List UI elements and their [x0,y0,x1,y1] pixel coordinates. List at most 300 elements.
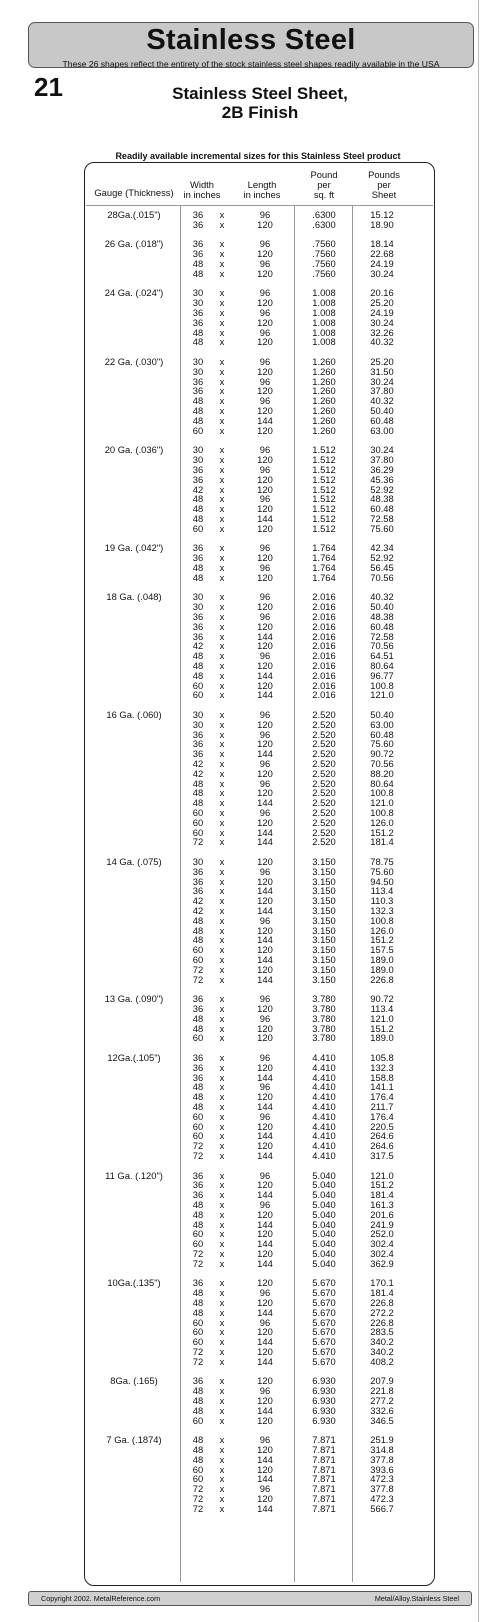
separator-cell: x [219,1208,225,1220]
separator-cell: x [219,1247,225,1259]
length-cell: 96 [259,993,271,1005]
length-cell: 144 [257,1355,273,1367]
column-header-width [183,180,221,200]
pound-per-sqft-cell: 2.520 [312,826,336,838]
pound-per-sqft-cell: 1.512 [312,454,336,466]
width-cell: 72 [192,836,204,848]
pound-per-sqft-cell: 4.410 [312,1140,336,1152]
separator-cell: x [219,797,225,809]
width-cell: 48 [192,561,204,573]
separator-cell: x [219,395,225,407]
length-cell: 120 [257,267,273,279]
gauge-group [85,288,433,347]
pound-per-sqft-cell: 3.150 [312,885,336,897]
length-cell: 120 [257,483,273,495]
separator-cell: x [219,297,225,309]
length-cell: 144 [257,630,273,642]
pounds-per-sheet-cell: 70.56 [370,757,394,769]
pound-per-sqft-cell: 2.016 [312,679,336,691]
column-header-pound-line2: per [317,179,331,190]
pound-per-sqft-cell: 7.871 [312,1453,336,1465]
length-cell: 120 [257,738,273,750]
width-cell: 72 [192,1247,204,1259]
pound-per-sqft-cell: 3.150 [312,904,336,916]
pound-per-sqft-cell: 3.780 [312,1022,336,1034]
length-cell: 144 [257,826,273,838]
width-cell: 36 [192,1375,204,1387]
pound-per-sqft-cell: 4.410 [312,1071,336,1083]
length-cell: 144 [257,885,273,897]
pounds-per-sheet-cell: 151.2 [370,1022,394,1034]
pounds-per-sheet-cell: 60.48 [370,620,394,632]
length-cell: 120 [257,1120,273,1132]
separator-cell: x [219,728,225,740]
length-cell: 96 [259,1110,271,1122]
length-cell: 120 [257,767,273,779]
pounds-per-sheet-cell: 105.8 [370,1052,394,1063]
separator-cell: x [219,1199,225,1210]
pounds-per-sheet-cell: 189.0 [370,953,394,965]
pound-per-sqft-cell: 4.410 [312,1061,336,1073]
separator-cell: x [219,522,225,534]
length-cell: 120 [257,454,273,466]
pounds-per-sheet-cell: 37.80 [370,454,394,466]
pound-per-sqft-cell: 1.008 [312,326,336,338]
pounds-per-sheet-cell: 56.45 [370,561,394,573]
table-row [85,1416,433,1426]
separator-cell: x [219,463,225,475]
width-cell: 48 [192,493,204,505]
pound-per-sqft-cell: 2.016 [312,601,336,613]
length-cell: 120 [257,1091,273,1103]
width-cell: 48 [192,1091,204,1103]
width-cell: 30 [192,365,204,377]
pounds-per-sheet-cell: 72.58 [370,512,394,524]
separator-cell: x [219,326,225,338]
pounds-per-sheet-cell: 340.2 [370,1346,394,1357]
width-cell: 36 [192,375,204,387]
separator-cell: x [219,1473,225,1485]
length-cell: 120 [257,1346,273,1357]
pound-per-sqft-cell: 3.150 [312,865,336,877]
width-cell: 48 [192,1297,204,1309]
gauge-group [85,1278,433,1366]
pounds-per-sheet-cell: 141.1 [370,1081,394,1093]
separator-cell: x [219,209,225,220]
separator-cell: x [219,561,225,573]
gauge-label: 13 Ga. (.090") [104,993,164,1005]
width-cell: 48 [192,914,204,926]
length-cell: 96 [259,591,271,603]
separator-cell: x [219,356,225,368]
gauge-group [85,1376,433,1425]
column-header-sheet-line1: Pounds [368,169,400,180]
pound-per-sqft-cell: 5.670 [312,1316,336,1328]
length-cell: 96 [259,1169,271,1181]
separator-cell: x [219,1306,225,1318]
separator-cell: x [219,1071,225,1083]
length-cell: 144 [257,512,273,524]
width-cell: 36 [192,473,204,485]
width-cell: 36 [192,1277,204,1289]
pound-per-sqft-cell: 1.260 [312,395,336,407]
pound-per-sqft-cell: 1.260 [312,385,336,397]
pound-per-sqft-cell: 4.410 [312,1100,336,1112]
pounds-per-sheet-cell: 100.8 [370,806,394,818]
pounds-per-sheet-cell: 252.0 [370,1228,394,1240]
width-cell: 30 [192,718,204,730]
table-row [85,1504,433,1514]
width-cell: 72 [192,1149,204,1161]
separator-cell: x [219,718,225,730]
width-cell: 60 [192,522,204,534]
width-cell: 30 [192,287,204,299]
separator-cell: x [219,336,225,348]
pound-per-sqft-cell: 1.008 [312,287,336,299]
length-cell: 120 [257,895,273,907]
sizes-table-body [85,210,433,1523]
pounds-per-sheet-cell: 377.8 [370,1453,394,1465]
header-divider [86,205,433,206]
pound-per-sqft-cell: 2.520 [312,757,336,769]
gauge-label: 24 Ga. (.024") [104,287,164,299]
length-cell: 120 [257,1002,273,1014]
pounds-per-sheet-cell: 50.40 [370,601,394,613]
width-cell: 30 [192,444,204,456]
pound-per-sqft-cell: .7560 [312,238,336,250]
width-cell: 60 [192,1316,204,1328]
width-cell: 48 [192,1199,204,1210]
pound-per-sqft-cell: 6.930 [312,1395,336,1407]
separator-cell: x [219,1100,225,1112]
pounds-per-sheet-cell: 393.6 [370,1463,394,1475]
table-row [85,1033,433,1043]
length-cell: 96 [259,307,271,319]
pound-per-sqft-cell: 1.764 [312,552,336,564]
length-cell: 144 [257,689,273,701]
width-cell: 60 [192,689,204,701]
width-cell: 48 [192,1404,204,1416]
length-cell: 144 [257,1130,273,1142]
pounds-per-sheet-cell: 158.8 [370,1071,394,1083]
width-cell: 48 [192,787,204,799]
length-cell: 96 [259,914,271,926]
separator-cell: x [219,1287,225,1299]
length-cell: 96 [259,1385,271,1397]
pound-per-sqft-cell: 2.016 [312,689,336,701]
column-header-sheet-line2: per [377,179,391,190]
pound-per-sqft-cell: 3.150 [312,953,336,965]
length-cell: 120 [257,473,273,485]
width-cell: 60 [192,1336,204,1348]
gauge-group [85,239,433,278]
separator-cell: x [219,895,225,907]
pound-per-sqft-cell: 2.520 [312,708,336,720]
pounds-per-sheet-cell: 472.3 [370,1493,394,1505]
length-cell: 96 [259,1081,271,1093]
pound-per-sqft-cell: 5.040 [312,1218,336,1230]
gauge-group [85,357,433,435]
pound-per-sqft-cell: 4.410 [312,1081,336,1093]
pound-per-sqft-cell: 5.040 [312,1247,336,1259]
column-header-length-line1: Length [247,179,277,190]
width-cell: 48 [192,267,204,279]
width-cell: 60 [192,806,204,818]
pounds-per-sheet-cell: 22.68 [370,248,394,260]
width-cell: 72 [192,973,204,985]
length-cell: 96 [259,777,271,789]
width-cell: 72 [192,1355,204,1367]
pounds-per-sheet-cell: 32.26 [370,326,394,338]
gauge-group [85,710,433,847]
pounds-per-sheet-cell: 40.32 [370,336,394,348]
pounds-per-sheet-cell: 90.72 [370,748,394,760]
pounds-per-sheet-cell: 340.2 [370,1336,394,1348]
width-cell: 48 [192,1385,204,1397]
separator-cell: x [219,1130,225,1142]
separator-cell: x [219,973,225,985]
pounds-per-sheet-cell: 30.24 [370,444,394,456]
pounds-per-sheet-cell: 60.48 [370,414,394,426]
pounds-per-sheet-cell: 60.48 [370,728,394,740]
separator-cell: x [219,748,225,760]
separator-cell: x [219,258,225,270]
width-cell: 36 [192,385,204,397]
length-cell: 120 [257,1022,273,1034]
pounds-per-sheet-cell: 113.4 [370,1002,394,1014]
length-cell: 96 [259,258,271,270]
pounds-per-sheet-cell: 52.92 [370,552,394,564]
length-cell: 120 [257,601,273,613]
pounds-per-sheet-cell: 151.2 [370,1179,394,1191]
width-cell: 30 [192,454,204,466]
separator-cell: x [219,1002,225,1014]
pound-per-sqft-cell: 5.040 [312,1179,336,1191]
length-cell: 96 [259,238,271,250]
pounds-per-sheet-cell: 50.40 [370,405,394,417]
length-cell: 144 [257,1257,273,1269]
width-cell: 60 [192,424,204,436]
length-cell: 144 [257,669,273,681]
length-cell: 120 [257,1297,273,1309]
separator-cell: x [219,571,225,583]
separator-cell: x [219,914,225,926]
pounds-per-sheet-cell: 121.0 [370,689,394,701]
width-cell: 42 [192,483,204,495]
width-cell: 48 [192,414,204,426]
pounds-per-sheet-cell: 63.00 [370,424,394,436]
pounds-per-sheet-cell: 37.80 [370,385,394,397]
pounds-per-sheet-cell: 170.1 [370,1277,394,1289]
pound-per-sqft-cell: 1.512 [312,444,336,456]
separator-cell: x [219,1395,225,1407]
length-cell: 120 [257,552,273,564]
separator-cell: x [219,316,225,328]
length-cell: 144 [257,904,273,916]
separator-cell: x [219,1297,225,1309]
pounds-per-sheet-cell: 132.3 [370,1061,394,1073]
pounds-per-sheet-cell: 15.12 [370,209,394,220]
pound-per-sqft-cell: 1.764 [312,542,336,554]
pounds-per-sheet-cell: 566.7 [370,1502,394,1514]
length-cell: 144 [257,953,273,965]
separator-cell: x [219,542,225,554]
pounds-per-sheet-cell: 24.19 [370,307,394,319]
width-cell: 48 [192,1444,204,1456]
width-cell: 36 [192,209,204,220]
gauge-label: 11 Ga. (.120") [105,1169,163,1181]
length-cell: 144 [257,836,273,848]
length-cell: 96 [259,1052,271,1063]
pounds-per-sheet-cell: 189.0 [370,963,394,975]
width-cell: 36 [192,875,204,887]
pound-per-sqft-cell: 5.670 [312,1326,336,1338]
pound-per-sqft-cell: 3.150 [312,963,336,975]
width-cell: 48 [192,1081,204,1093]
length-cell: 144 [257,1336,273,1348]
gauge-group [85,592,433,700]
separator-cell: x [219,1453,225,1465]
pounds-per-sheet-cell: 181.4 [370,1189,394,1201]
separator-cell: x [219,1316,225,1328]
length-cell: 96 [259,395,271,407]
pound-per-sqft-cell: 2.016 [312,669,336,681]
width-cell: 36 [192,1002,204,1014]
length-cell: 120 [257,424,273,436]
separator-cell: x [219,414,225,426]
separator-cell: x [219,1169,225,1181]
gauge-label: 12Ga.(.105") [107,1052,161,1063]
pound-per-sqft-cell: 1.512 [312,473,336,485]
pounds-per-sheet-cell: 75.60 [370,865,394,877]
width-cell: 48 [192,571,204,583]
pounds-per-sheet-cell: 31.50 [370,365,394,377]
pound-per-sqft-cell: 1.260 [312,356,336,368]
pound-per-sqft-cell: 5.040 [312,1199,336,1210]
separator-cell: x [219,650,225,662]
length-cell: 120 [257,336,273,348]
pounds-per-sheet-cell: 48.38 [370,493,394,505]
separator-cell: x [219,620,225,632]
pound-per-sqft-cell: 5.040 [312,1238,336,1250]
separator-cell: x [219,1110,225,1122]
width-cell: 48 [192,503,204,515]
length-cell: 120 [257,1375,273,1387]
width-cell: 48 [192,1022,204,1034]
length-cell: 144 [257,1453,273,1465]
pounds-per-sheet-cell: 362.9 [370,1257,394,1269]
width-cell: 60 [192,1110,204,1122]
length-cell: 120 [257,620,273,632]
pound-per-sqft-cell: 2.520 [312,728,336,740]
pounds-per-sheet-cell: 176.4 [370,1091,394,1103]
pound-per-sqft-cell: 4.410 [312,1149,336,1161]
pounds-per-sheet-cell: 36.29 [370,463,394,475]
length-cell: 120 [257,924,273,936]
length-cell: 96 [259,1483,271,1495]
separator-cell: x [219,1336,225,1348]
pound-per-sqft-cell: 1.260 [312,405,336,417]
pound-per-sqft-cell: 4.410 [312,1120,336,1132]
pounds-per-sheet-cell: 207.9 [370,1375,394,1387]
pounds-per-sheet-cell: 181.4 [370,836,394,848]
length-cell: 120 [257,640,273,652]
pounds-per-sheet-cell: 302.4 [370,1247,394,1259]
pound-per-sqft-cell: 2.016 [312,650,336,662]
pound-per-sqft-cell: .7560 [312,267,336,279]
gauge-label: 8Ga. (.165) [110,1375,158,1387]
separator-cell: x [219,1434,225,1446]
gauge-label: 20 Ga. (.036") [104,444,164,456]
pounds-per-sheet-cell: 64.51 [370,650,394,662]
separator-cell: x [219,307,225,319]
separator-cell: x [219,855,225,867]
length-cell: 144 [257,414,273,426]
pound-per-sqft-cell: 3.780 [312,993,336,1005]
pound-per-sqft-cell: 6.930 [312,1414,336,1426]
gauge-label: 18 Ga. (.048) [106,591,162,603]
separator-cell: x [219,591,225,603]
separator-cell: x [219,512,225,524]
length-cell: 96 [259,1199,271,1210]
table-row [85,220,433,230]
separator-cell: x [219,1238,225,1250]
length-cell: 96 [259,463,271,475]
length-cell: 120 [257,1061,273,1073]
pounds-per-sheet-cell: 75.60 [370,738,394,750]
length-cell: 144 [257,934,273,946]
width-cell: 72 [192,1502,204,1514]
pound-per-sqft-cell: 4.410 [312,1091,336,1103]
gauge-label: 7 Ga. (.1874) [106,1434,162,1446]
length-cell: 144 [257,1473,273,1485]
length-cell: 120 [257,718,273,730]
width-cell: 48 [192,336,204,348]
separator-cell: x [219,689,225,701]
pounds-per-sheet-cell: 157.5 [370,944,394,956]
gauge-label: 10Ga.(.135") [107,1277,161,1289]
pound-per-sqft-cell: 5.040 [312,1208,336,1220]
pounds-per-sheet-cell: 90.72 [370,993,394,1005]
pound-per-sqft-cell: 1.008 [312,336,336,348]
table-row [85,690,433,700]
separator-cell: x [219,1012,225,1024]
pounds-per-sheet-cell: 40.32 [370,395,394,407]
length-cell: 144 [257,1404,273,1416]
length-cell: 120 [257,385,273,397]
column-header-length-line2: in inches [243,189,281,200]
length-cell: 96 [259,1316,271,1328]
separator-cell: x [219,934,225,946]
page-edge-line [478,0,479,1622]
width-cell: 48 [192,258,204,270]
separator-cell: x [219,238,225,250]
pound-per-sqft-cell: 2.520 [312,816,336,828]
pounds-per-sheet-cell: 277.2 [370,1395,394,1407]
length-cell: 96 [259,493,271,505]
column-header-sheet-line3: Sheet [371,189,397,200]
pounds-per-sheet-cell: 18.90 [370,218,394,230]
pound-per-sqft-cell: 3.780 [312,1002,336,1014]
pounds-per-sheet-cell: 251.9 [370,1434,394,1446]
length-cell: 120 [257,944,273,956]
pound-per-sqft-cell: 2.016 [312,610,336,622]
pounds-per-sheet-cell: 176.4 [370,1110,394,1122]
footer-copyright: Copyright 2002. MetalReference.com [41,1594,161,1603]
pound-per-sqft-cell: 3.150 [312,934,336,946]
separator-cell: x [219,473,225,485]
pounds-per-sheet-cell: 121.0 [370,797,394,809]
